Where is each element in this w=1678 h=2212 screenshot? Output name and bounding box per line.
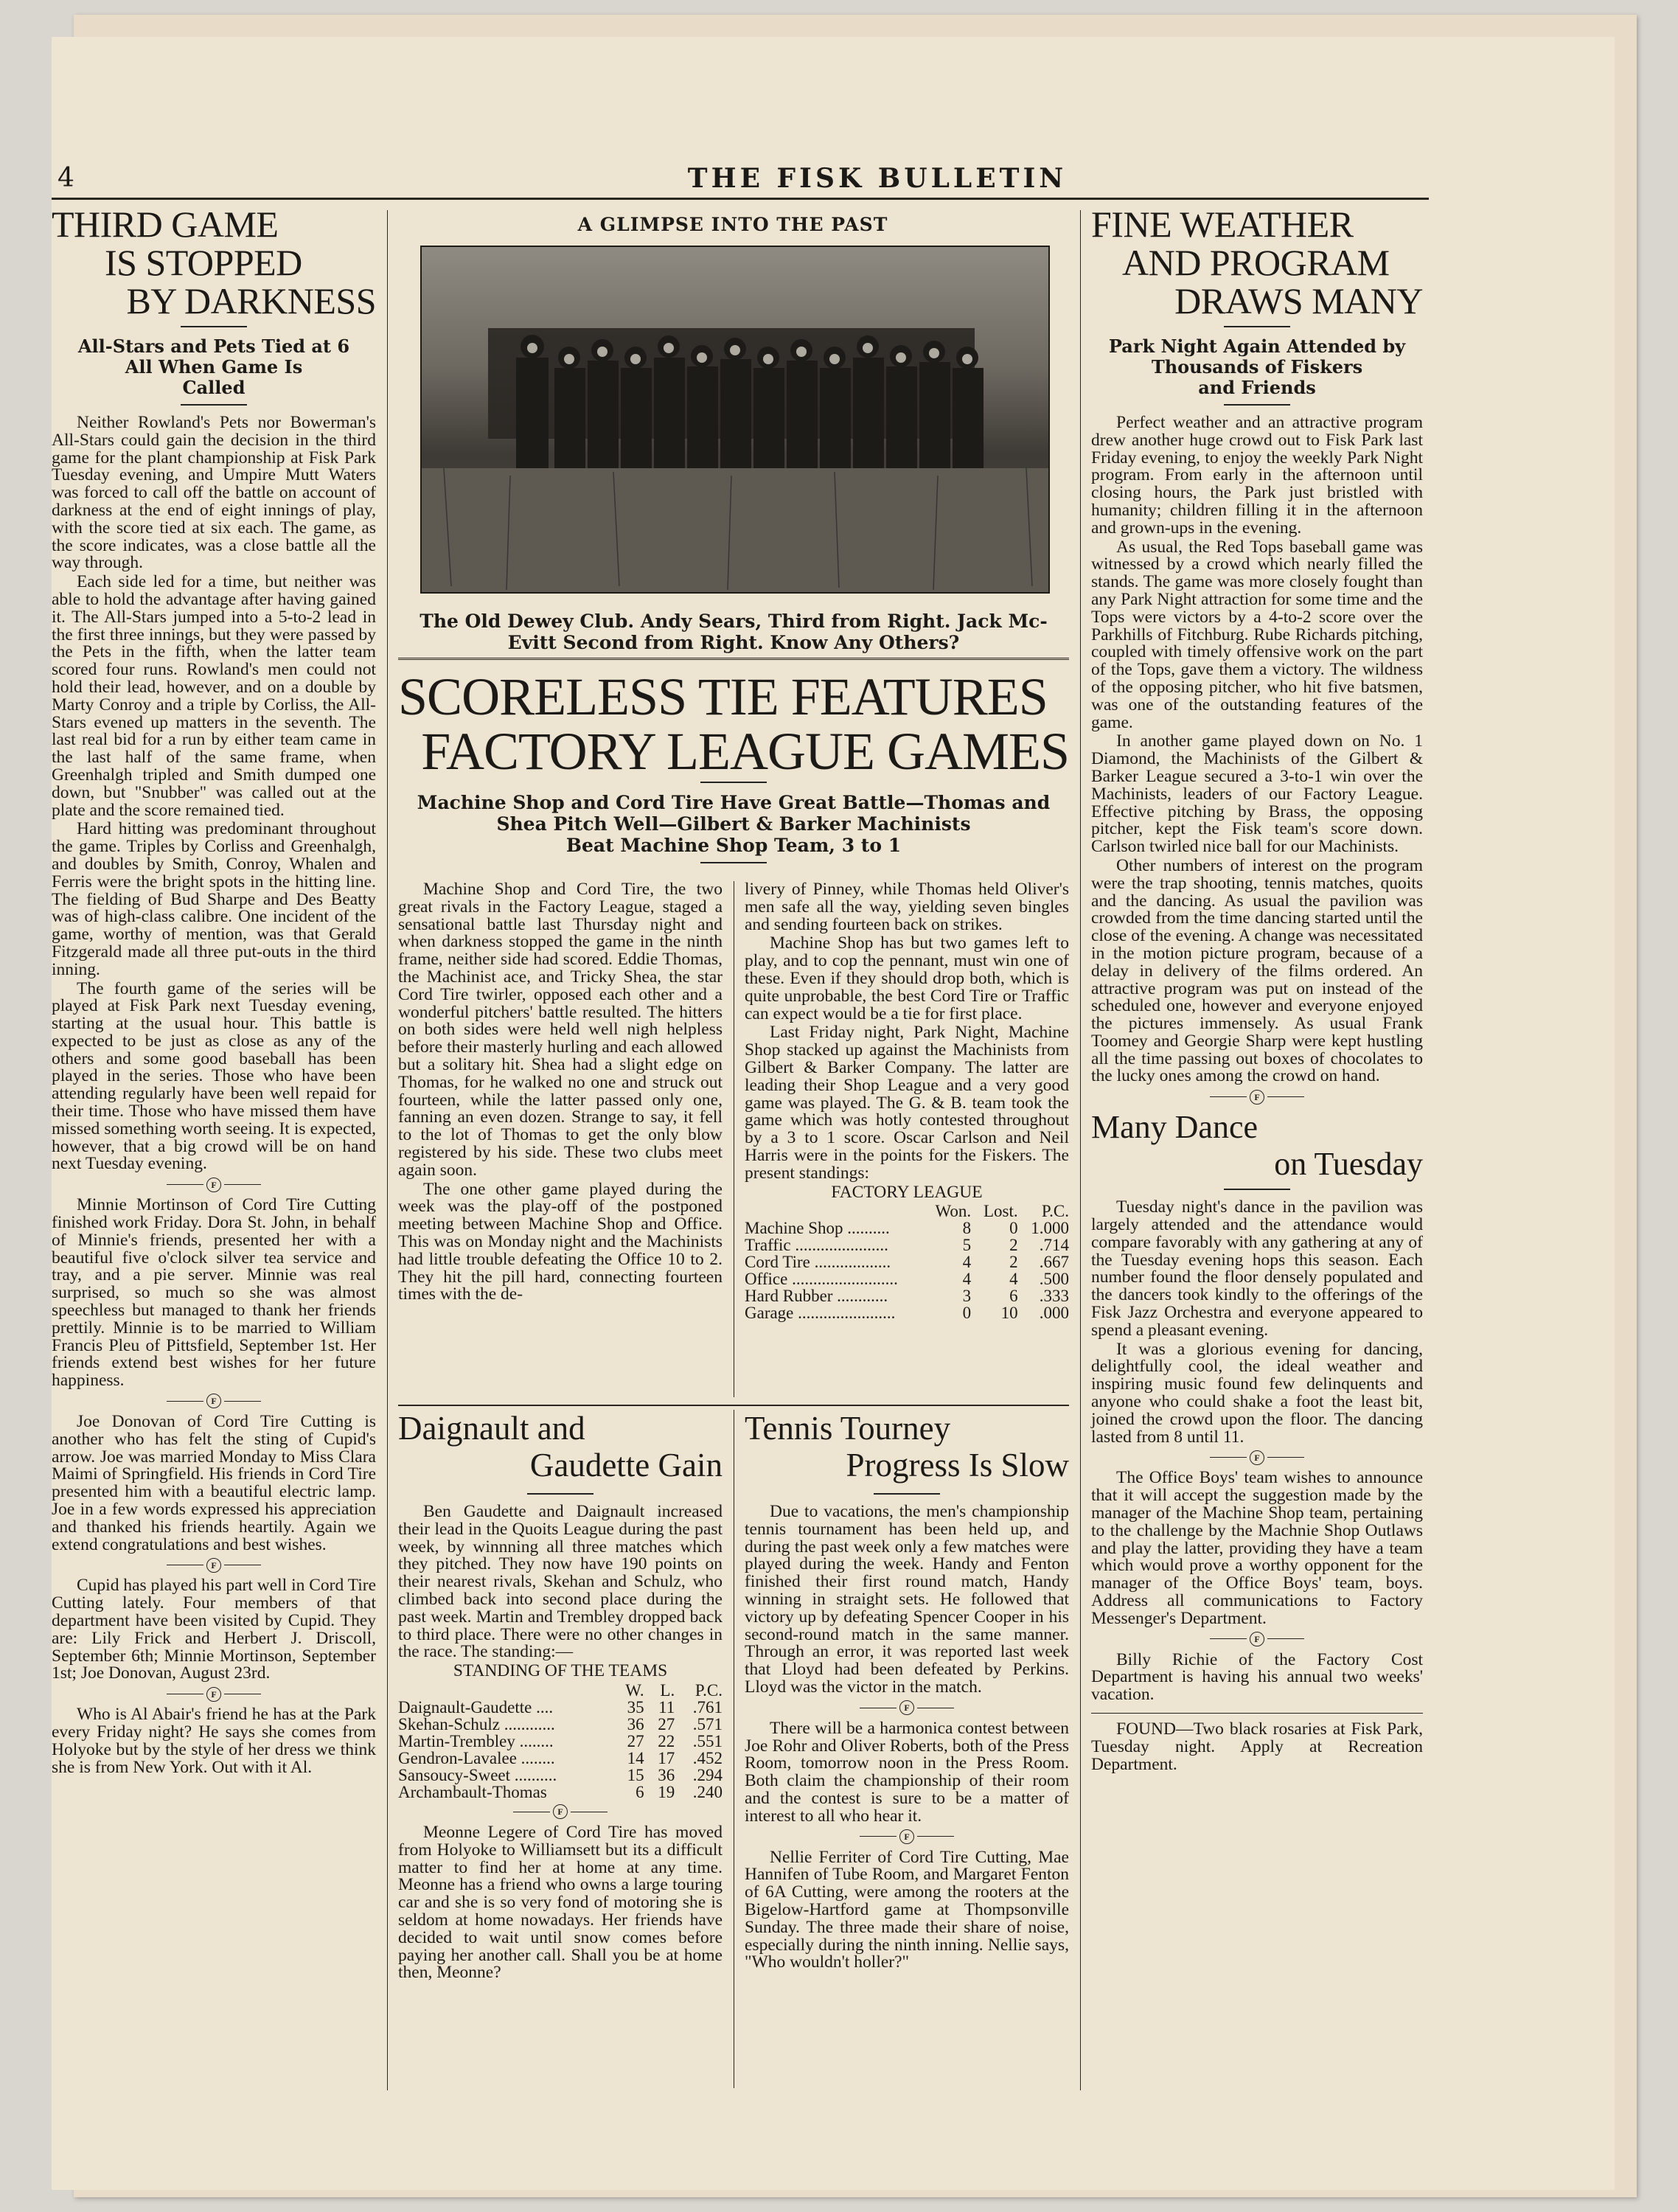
historic-photo xyxy=(420,246,1050,594)
column-rule xyxy=(1080,210,1081,2090)
photo-caption: The Old Dewey Club. Andy Sears, Third from Right. Jack Mc- Evitt Second from Right. Know Any Others? xyxy=(420,611,1048,653)
third-game-body: Neither Rowland's Pets nor Bowerman's All-Stars could gain the decision in the third game for the plant championship at Fisk Park Tuesday evening, and Umpire Mutt Waters was forced to call off the battle on account of darkness at the end of eight innings of play, with the score tied at six each. The game, as the score indicates, was a close battle all the way through. Each side led for a time, but neither was able to hold the advantage after having gained it. The All-Stars jumped into a 5-to-2 lead in the first three innings, but they were passed by the Pets in the fifth, when the latter team scored four runs. Rowland's men could not hold their lead, however, and on a double by Marty Conroy and a triple by Corliss, the All-Stars evened up matters in the seventh. The last real bid for a run by either team came in the last half of the same frame, when Greenhalgh tripled and Smith dumped one down, but "Snubber" was called out at the plate and the score remained tied. Hard hitting was predominant throughout the game. Triples by Corliss and Greenhalgh, and doubles by Smith, Conroy, Whalen and Ferris were the bright spots in the hitting line. The fielding of Bud Sharpe and Des Beatty was of high-class calibre. One incident of the game, worthy of mention, was that Gerald Fitzgerald made all three put-outs in the third inning. The fourth game of the series will be played at Fisk Park next Tuesday evening, starting at the usual hour. This battle is expected to be just as close as any of the others and some good baseball has been played in the series. Those who have been attending regularly have been well repaid for their time. Those who have missed them have missed something worth seeing. It is expected, however, that a big crowd will be on hand next Tuesday evening. F Minnie Mortinson of Cord Tire Cutting finished work Friday. Dora St. John, in behalf of Minnie's friends, presented her with a beautiful five o'clock silver tea service and tray, and a pie server. Minnie was real surprised, so much so she was almost speechless but managed to thank her friends prettily. Minnie is to be married to William Francis Pleu of Pittsfield, September 1st. Her friends extend best wishes for her future happiness. F Joe Donovan of Cord Tire Cutting is another who has felt the sting of Cupid's arrow. Joe was married Monday to Miss Clara Maimi of Springfield. His friends in Cord Tire presented him with a beautiful electric lamp. Joe in a few words expressed his appreciation and thanked his friends heartily. Again we extend congratulations and best wishes. F Cupid has played his part well in Cord Tire Cutting lately. Four members of that department have been visited by Cupid. They are: Lily Frick and Herbert J. Driscoll, September 6th; Minnie Mortinson, September 1st; Joe Donovan, August 23rd. F Who is Al Abair's friend he has at the Park every Friday night? He says she comes from Holyoke but by the style of her dress we think she is from New York. Out with it Al. xyxy=(52,413,377,1777)
table-row: Sansoucy-Sweet .......... 15 36 .294 xyxy=(398,1765,723,1784)
fine-weather-deck: Park Night Again Attended by Thousands of Fiskers and Friends xyxy=(1108,335,1406,398)
headline-divider xyxy=(700,782,767,783)
scoreless-deck: Machine Shop and Cord Tire Have Great Battle—Thomas and Shea Pitch Well—Gilbert & Barker Machinists Beat Machine Shop Team, 3 to 1 xyxy=(417,792,1051,856)
news-item: Meonne Legere of Cord Tire has moved from Holyoke to Williamsett but its a difficult matter to find her at home at any time. Meonne has a friend who owns a large touring car and she is so very fond of motoring she is seldom at home nowadays. Her friends have decided to wait until snow comes before paying her another call. Shall you be at home then, Meonne? xyxy=(398,1822,723,1983)
item-divider: F xyxy=(1091,1088,1423,1105)
news-item: Nellie Ferriter of Cord Tire Cutting, Mae Hannifen of Tube Room, and Margaret Fenton of 6A Cutting, were among the rooters at the Bigelow-Hartford game at Thompsonville Sunday. The three made their share of noise, especially during the ninth inning. Nellie says, "Who wouldn't holler?" xyxy=(745,1847,1069,1972)
group-photo-illustration xyxy=(422,247,1048,592)
item-divider: F xyxy=(52,1686,376,1702)
quoits-table-title: STANDING OF THE TEAMS xyxy=(453,1661,668,1681)
right-column xyxy=(1091,205,1423,1775)
dance-body: Tuesday night's dance in the pavilion was largely attended and the attendance would compare favorably with any gathering at any of the Tuesday evening hops this season. Each number found the floor densely populated and the dancers took kindly to the offerings of the Fisk Jazz Orchestra and everyone appeared to spend a pleasant evening. It was a glorious evening for dancing, delightfully cool, the ideal weather and inspiring music found few delinquents and anyone who could shake a foot the least bit, joined the crowd upon the floor. The dancing lasted from 8 until 11. F The Office Boys' team wishes to announce that it will accept the suggestion made by the manager of the Machine Shop team, pertaining to the challenge by the Machnie Shop Outlaws and play the latter, providing they have a team which would prove a worthy opponent for the manager of the Office Boys' team, boys. Address all communications to Factory Messenger's Department. F Billy Richie of the Factory Cost Department is having his annual two weeks' vacation. FOUND—Two black rosaries at Fisk Park, Tuesday night. Apply at Recreation Department. xyxy=(1091,1197,1423,1774)
quoits-table xyxy=(398,1682,723,1801)
table-header-row: W. L. P.C. xyxy=(625,1680,723,1700)
scoreless-headline: SCORELESS TIE FEATURES FACTORY LEAGUE GAMES xyxy=(398,667,1069,781)
daignault-body: Ben Gaudette and Daignault increased their lead in the Quoits League during the past week, by winnning all three matches which they pitched. They now have 190 points on their nearest rivals, Skehan and Schulz, who climbed back into second place during the past week. Martin and Trembley dropped back to third place. There were no other changes in the race. The standing:— STANDING OF THE TEAMS W. L. P.C. Daignault-Gaudette .... 35 11 .761 Skehan-Schulz ............ 36 27 .571 Martin-Trembley ........ 27 22 .551 Gendron-Lavalee ........ 14 17 .452 Sansoucy-Sweet .......... 15 36 .294 Archambault-Thomas 6 19 .240 F Meonne Legere of Cord Tire has moved from Holyoke to Williamsett but its a difficult matter to find her at home at any time. Meonne has a friend who owns a large touring car and she is so very fond of motoring she is seldom at home nowadays. Her friends have decided to wait until snow comes before paying her another call. Shall you be at home then, Meonne? xyxy=(398,1493,723,1983)
table-row: Daignault-Gaudette .... 35 11 .761 xyxy=(398,1697,723,1717)
table-row: Garage ....................... 0 10 .000 xyxy=(745,1304,1069,1323)
daignault-headline: Daignault and Gaudette Gain xyxy=(398,1410,723,1484)
scoreless-col-2: livery of Pinney, while Thomas held Oliver's men safe all the way, yielding seven bingles and sending fourteen back on strikes. Machine Shop has but two games left to play, and to cop the pennant, must win one of these. Even if they should drop both, which is quite unprobable, the best Cord Tire or Traffic can expect would be a tie for first place. Last Friday night, Park Night, Machine Shop stacked up against the Machinists from Gilbert & Barker Company. The latter are leading their Shop League and a very good game was played. The G. & B. team took the game which was hotly contested throughout by a 3 to 1 score. Oscar Carlson and Neil Harris were in the points for the Fiskers. The present standings: FACTORY LEAGUE Won. Lost. P.C. Machine Shop .......... 8 0 1.000 Traffic ...................... 5 2 .714 Cord Tire .................. 4 2 .667 Office ......................... 4 4 .500 Hard Rubber ............ 3 6 .333 Garage ....................... 0 10 .000 xyxy=(745,880,1069,1323)
deck-divider xyxy=(700,862,767,863)
table-row: Cord Tire .................. 4 2 .667 xyxy=(745,1253,1069,1272)
table-row: Archambault-Thomas 6 19 .240 xyxy=(398,1782,723,1801)
item-divider: F xyxy=(398,1804,723,1820)
deck-divider xyxy=(1224,404,1290,406)
column-rule xyxy=(387,210,388,2090)
item-divider: F xyxy=(52,1393,376,1409)
item-divider: F xyxy=(745,1700,1069,1716)
item-divider: F xyxy=(1091,1449,1423,1465)
table-row: Office ......................... 4 4 .500 xyxy=(745,1270,1069,1289)
news-item: Who is Al Abair's friend he has at the Park every Friday night? He says she comes from Holyoke but by the style of her dress we think she is from New York. Out with it Al. xyxy=(52,1705,376,1777)
headline-divider xyxy=(1224,1189,1290,1190)
scoreless-col-1: Machine Shop and Cord Tire, the two great rivals in the Factory League, staged a sensational battle last Thursday night and when darkness stopped the game in the ninth frame, neither side had scored. Eddie Thomas, the Machinist ace, and Tricky Shea, the star Cord Tire twirler, opposed each other and a wonderful pitchers' battle resulted. The hitters on both sides were held well nigh helpless before their masterly hurling and each allowed but a solitary hit. Shea had a slight edge on Thomas, for he walked no one and struck out fourteen, while the latter passed only one, fanning an even dozen. Strange to say, it fell to the lot of Thomas to get the only blow registered by his side. These two clubs meet again soon. The one other game played during the week was the play-off of the postponed meeting between Machine Shop and Office. This was on Monday night and the Machinists had little trouble defeating the Office 10 to 2. They hit the pill hard, connecting fourteen times with the de- xyxy=(398,880,723,1304)
item-divider: F xyxy=(52,1176,376,1192)
found-notice: FOUND—Two black rosaries at Fisk Park, Tuesday night. Apply at Recreation Department. xyxy=(1091,1719,1423,1774)
news-item: Cupid has played his part well in Cord Tire Cutting lately. Four members of that department have been visited by Cupid. They are: Lily Frick and Herbert J. Driscoll, September 6th; Minnie Mortinson, September 1st; Joe Donovan, August 23rd. xyxy=(52,1576,377,1683)
third-game-deck: All-Stars and Pets Tied at 6 All When Game Is Called xyxy=(77,335,350,398)
table-row: Gendron-Lavalee ........ 14 17 .452 xyxy=(398,1748,723,1767)
item-divider: F xyxy=(745,1829,1069,1845)
headline-divider xyxy=(181,326,247,327)
left-column xyxy=(52,205,376,1778)
headline-divider xyxy=(527,1493,593,1495)
factory-league-table xyxy=(745,1203,1069,1321)
headline-divider xyxy=(874,1493,940,1495)
photo-heading: A GLIMPSE INTO THE PAST xyxy=(577,214,888,235)
news-item: Billy Richie of the Factory Cost Department is having his annual two weeks' vacation. xyxy=(1091,1649,1423,1705)
factory-league-title: FACTORY LEAGUE xyxy=(831,1182,983,1202)
headline-divider xyxy=(1224,326,1290,327)
news-item: Minnie Mortinson of Cord Tire Cutting finished work Friday. Dora St. John, in behalf of Minnie's friends, presented her with a beautiful five o'clock silver tea service and tray, and a pie server. Minnie was real surprised, so much so she was almost speechless but managed to thank her friends prettily. Minnie is to be married to William Francis Pleu of Pittsfield, September 1st. Her friends extend best wishes for her future happiness. xyxy=(52,1195,376,1391)
tennis-headline: Tennis Tourney Progress Is Slow xyxy=(745,1410,1069,1484)
table-row: Martin-Trembley ........ 27 22 .551 xyxy=(398,1731,723,1750)
fine-weather-body: Perfect weather and an attractive program drew another huge crowd out to Fisk Park last Friday evening, to enjoy the weekly Park Night program. From early in the afternoon until closing hours, the Park just bristled with humanity; children filling it in the afternoon and grown-ups in the evening. As usual, the Red Tops baseball game was witnessed by a crowd which nearly filled the stands. The game was more closely fought than any Park Night attraction for some time and the Tops were victors by a 4-to-2 score over the Parkhills of Fitchburg. Rube Richards pitching, coupled with timely offensive work on the part of the Tops, gave them a victory. The wildness of the opposing pitcher, who hit five batsmen, was one of the outstanding features of the game. In another game played down on No. 1 Diamond, the Machinists of the Gilbert & Barker League secured a 3-to-1 win over the Machinists, leaders of our Factory League. Effective pitching by Brass, the opposing pitcher, kept the Fisk team's score down. Carlson twirled nice ball for our Machinists. Other numbers of interest on the program were the trap shooting, tennis matches, quoits and the dancing. As usual the pavilion was crowded from the time dancing started until the close of the evening. A change was necessitated in the motion picture program, because of a delay in delivery of the films ordered. An attractive program was put on instead of the scheduled one, however and everyone enjoyed the pictures immensely. As usual Frank Toomey and Georgie Sharp were kept hustling all the time passing out boxes of chocolates to the lucky ones among the crowd on hand. F xyxy=(1091,414,1423,1105)
news-item: The Office Boys' team wishes to announce that it will accept the suggestion made by the manager of the Machine Shop team, pertaining to the challenge by the Machnie Shop Outlaws and play the latter, providing they have a team which would prove a worthy opponent for the manager of the Office Boys' team, boys. Address all communications to Factory Messenger's Department. xyxy=(1091,1468,1423,1628)
table-header-row: Won. Lost. P.C. xyxy=(935,1202,1069,1221)
masthead-title: THE FISK BULLETIN xyxy=(687,163,1068,194)
item-divider: F xyxy=(52,1557,376,1573)
tennis-body: Due to vacations, the men's championship tennis tournament has been held up, and during the past week only a few matches were played during the week. Handy and Fenton finished their first round match, Handy winning in straight sets. He followed that victory up by defeating Spencer Cooper in his second-round match in the same manner. Through an error, it was reported last week that Lloyd had been defeated by Perkins. Lloyd was the victor in the match. F There will be a harmonica contest between Joe Rohr and Oliver Roberts, both of the Press Room, tomorrow noon in the Press Room. Both claim the championship of their room and the contest is sure to be a matter of interest to all who hear it. F Nellie Ferriter of Cord Tire Cutting, Mae Hannifen of Tube Room, and Margaret Fenton of 6A Cutting, were among the rooters at the Bigelow-Hartford game at Thompsonville Sunday. The three made their share of noise, especially during the ninth inning. Nellie says, "Who wouldn't holler?" xyxy=(745,1493,1069,1973)
dance-headline: Many Dance on Tuesday xyxy=(1091,1109,1423,1183)
page-number: 4 xyxy=(58,163,74,193)
table-row: Hard Rubber ............ 3 6 .333 xyxy=(745,1287,1069,1306)
news-item: There will be a harmonica contest between Joe Rohr and Oliver Roberts, both of the Press Room, tomorrow noon in the Press Room. Both claim the championship of their room and the contest is sure to be a matter of interest to all who hear it. xyxy=(745,1718,1069,1826)
masthead-rule xyxy=(52,198,1429,200)
third-game-headline: THIRD GAME IS STOPPED BY DARKNESS xyxy=(52,204,376,321)
newspaper-page xyxy=(52,37,1615,2190)
news-item: Joe Donovan of Cord Tire Cutting is another who has felt the sting of Cupid's arrow. Joe was married Monday to Miss Clara Maimi of Springfield. His friends in Cord Tire presented him with a beautiful electric lamp. Joe in a few words expressed his appreciation and thanked his friends heartily. Again we extend congratulations and best wishes. xyxy=(52,1412,376,1554)
table-row: Traffic ...................... 5 2 .714 xyxy=(745,1236,1069,1255)
item-divider: F xyxy=(1091,1631,1423,1647)
table-row: Skehan-Schulz ............ 36 27 .571 xyxy=(398,1714,723,1733)
fine-weather-headline: FINE WEATHER AND PROGRAM DRAWS MANY xyxy=(1091,204,1423,321)
scoreless-deck-wrap xyxy=(398,782,1069,863)
table-row: Machine Shop .......... 8 0 1.000 xyxy=(745,1219,1069,1238)
deck-divider xyxy=(181,404,247,406)
caption-rule xyxy=(398,658,1069,660)
section-rule xyxy=(398,1405,1069,1406)
